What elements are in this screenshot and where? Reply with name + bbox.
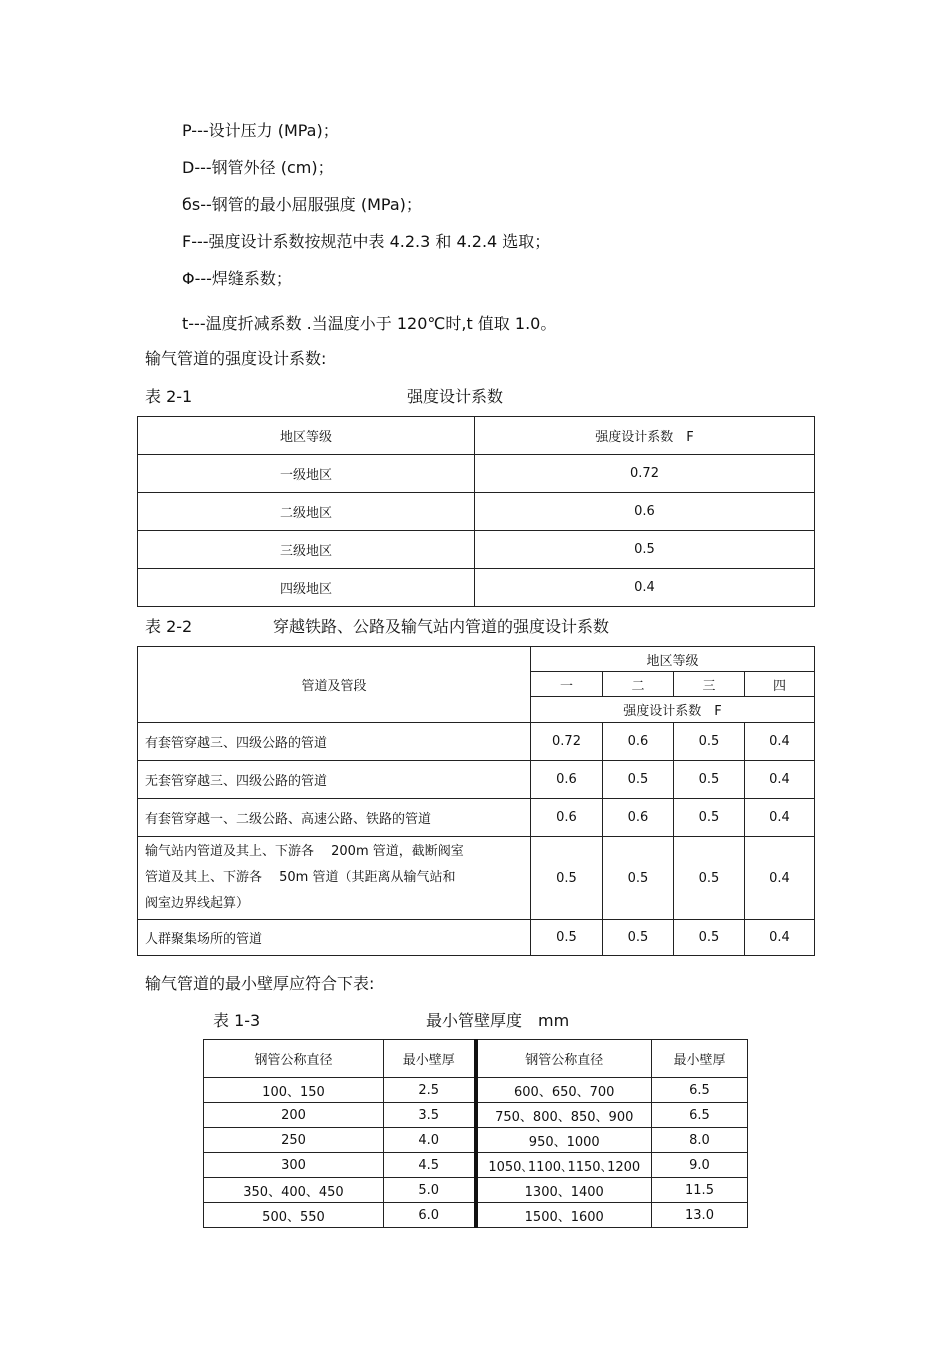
table-row [204,1153,748,1178]
pipe-description-line: 阀室边界线起算） [145,896,250,911]
pipe-description: 人群聚集场所的管道 [138,920,531,956]
factor-cell: 0.4 [745,761,815,799]
diameter-cell: 950、1000 [476,1128,652,1153]
section-heading-strength: 输气管道的强度设计系数: [145,349,327,368]
diameter-cell: 600、650、700 [476,1078,652,1103]
pipe-description: 有套管穿越一、二级公路、高速公路、铁路的管道 [138,799,531,837]
definition-p: P---设计压力 (MPa)； [182,121,339,140]
thickness-cell: 4.0 [384,1128,476,1153]
table-row [138,837,815,920]
table-row [138,531,815,569]
strength-factor-table [137,416,815,607]
header-pipe-section: 管道及管段 [138,647,531,723]
table3-label: 表 1-3 [213,1011,261,1030]
table1-label: 表 2-1 [145,387,193,406]
table-row [138,761,815,799]
thickness-cell: 9.0 [652,1153,748,1178]
factor-cell: 0.4 [745,837,815,920]
diameter-cell: 1300、1400 [476,1178,652,1203]
table-row [138,799,815,837]
pipe-description-line: 输气站内管道及其上、下游各 200m 管道，截断阀室 [145,844,464,859]
header-thickness: 最小壁厚 [652,1040,748,1078]
factor-cell: 0.5 [475,531,815,569]
table-header-row [138,647,815,672]
table-row [204,1128,748,1153]
diameter-cell: 300 [204,1153,384,1178]
thickness-cell: 6.5 [652,1103,748,1128]
header-region-4: 四 [745,672,815,697]
factor-cell: 0.6 [475,493,815,531]
diameter-cell: 1500、1600 [476,1203,652,1228]
definition-f: F---强度设计系数按规范中表 4.2.3 和 4.2.4 选取； [182,232,551,251]
header-thickness: 最小壁厚 [384,1040,476,1078]
diameter-cell: 350、400、450 [204,1178,384,1203]
factor-cell: 0.5 [603,761,674,799]
region-cell: 三级地区 [138,531,475,569]
factor-cell: 0.5 [674,799,745,837]
diameter-cell: 750、800、850、900 [476,1103,652,1128]
diameter-cell: 200 [204,1103,384,1128]
table-row [138,569,815,607]
header-diameter: 钢管公称直径 [476,1040,652,1078]
diameter-cell: 500、550 [204,1203,384,1228]
header-region-level: 地区等级 [138,417,475,455]
definition-t: t---温度折减系数 .当温度小于 120℃时,t 值取 1.0。 [182,314,557,333]
thickness-cell: 6.0 [384,1203,476,1228]
factor-cell: 0.4 [745,723,815,761]
definition-d: D---钢管外径 (cm)； [182,158,334,177]
table-header-row [138,417,815,455]
factor-cell: 0.72 [531,723,603,761]
table2-title: 穿越铁路、公路及输气站内管道的强度设计系数 [273,617,610,636]
factor-cell: 0.72 [475,455,815,493]
thickness-cell: 3.5 [384,1103,476,1128]
crossing-strength-table [137,646,815,956]
header-strength-factor: 强度设计系数 F [475,417,815,455]
thickness-cell: 8.0 [652,1128,748,1153]
region-cell: 四级地区 [138,569,475,607]
header-region-3: 三 [674,672,745,697]
factor-cell: 0.6 [531,761,603,799]
factor-cell: 0.5 [531,837,603,920]
diameter-cell: 250 [204,1128,384,1153]
header-region-2: 二 [603,672,674,697]
factor-cell: 0.4 [745,799,815,837]
header-region-1: 一 [531,672,603,697]
diameter-cell: 100、150 [204,1078,384,1103]
region-cell: 一级地区 [138,455,475,493]
table-row [138,723,815,761]
table-row [138,455,815,493]
header-strength-factor: 强度设计系数 F [531,697,815,723]
table-row [138,920,815,956]
thickness-cell: 6.5 [652,1078,748,1103]
pipe-description: 有套管穿越三、四级公路的管道 [138,723,531,761]
thickness-cell: 11.5 [652,1178,748,1203]
thickness-cell: 4.5 [384,1153,476,1178]
header-diameter: 钢管公称直径 [204,1040,384,1078]
definition-sigma: бs--钢管的最小屈服强度 (MPa)； [182,195,422,214]
factor-cell: 0.5 [674,920,745,956]
factor-cell: 0.5 [603,920,674,956]
table-row [138,493,815,531]
factor-cell: 0.6 [603,723,674,761]
min-wall-thickness-table [203,1039,748,1228]
table-header-row [204,1040,748,1078]
region-cell: 二级地区 [138,493,475,531]
factor-cell: 0.5 [674,723,745,761]
factor-cell: 0.5 [531,920,603,956]
factor-cell: 0.5 [674,761,745,799]
thickness-cell: 2.5 [384,1078,476,1103]
table1-title: 强度设计系数 [407,387,504,406]
table2-label: 表 2-2 [145,617,193,636]
table-row [204,1103,748,1128]
thickness-cell: 5.0 [384,1178,476,1203]
pipe-description: 无套管穿越三、四级公路的管道 [138,761,531,799]
table-row [204,1078,748,1103]
factor-cell: 0.6 [531,799,603,837]
table-row [204,1203,748,1228]
thickness-cell: 13.0 [652,1203,748,1228]
factor-cell: 0.4 [475,569,815,607]
diameter-cell: 1050､1100､1150､1200 [476,1153,652,1178]
definition-phi: Φ---焊缝系数； [182,269,292,288]
pipe-description [138,837,531,920]
factor-cell: 0.5 [603,837,674,920]
factor-cell: 0.4 [745,920,815,956]
table-row [204,1178,748,1203]
pipe-description-line: 管道及其上、下游各 50m 管道（其距离从输气站和 [145,870,456,885]
table3-title: 最小管壁厚度 mm [426,1011,570,1030]
section-heading-wall-thickness: 输气管道的最小壁厚应符合下表: [145,974,375,993]
factor-cell: 0.6 [603,799,674,837]
factor-cell: 0.5 [674,837,745,920]
header-region-level: 地区等级 [531,647,815,672]
